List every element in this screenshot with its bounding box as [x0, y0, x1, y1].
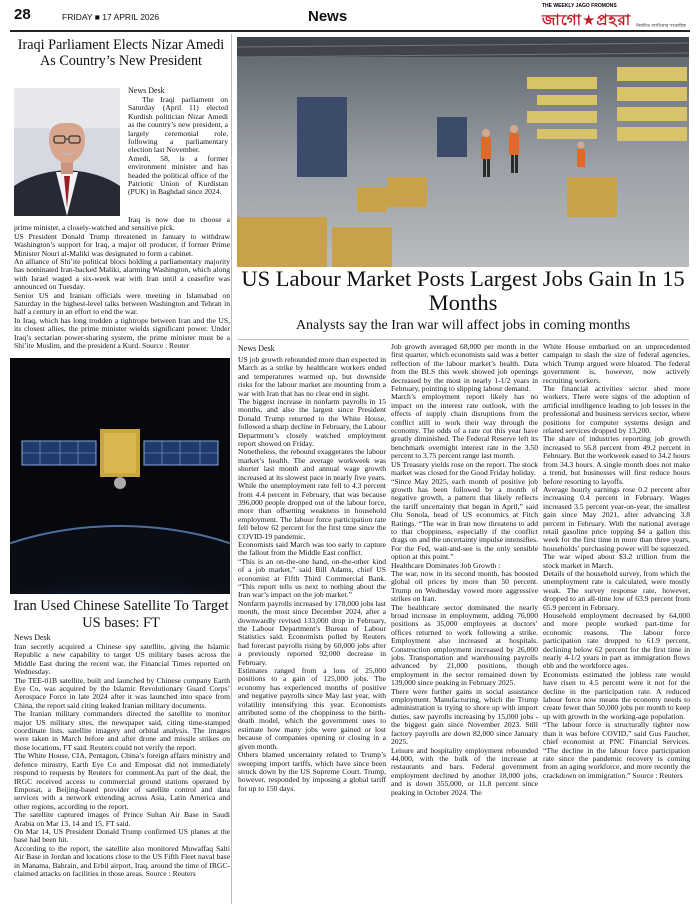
- main-column-2: [391, 343, 538, 797]
- article2-body: [14, 643, 230, 878]
- paragraph: White House embarked on an unprecedented campaign to slash the size of federal agencies, which Trump argued were bloated. The federal government is, however, now actively recruiting workers.: [543, 342, 690, 385]
- paragraph: The biggest increase in nonfarm payrolls in 15 months, and also the largest since President Donald Trump returned to the White House, followed a sharp decline in February, the Labour Department’s closely watched employment report showed on Friday.: [238, 397, 386, 449]
- paragraph: Economists estimated the jobless rate would have risen to 4.5 percent were it not for the decline in the participation rate. A reduced labour force now means the economy needs to create fewer than 50,000 jobs per month to keep up with growth in the working-age population.: [543, 669, 690, 721]
- paragraph: The White House, CIA, Pentagon, China’s foreign affairs ministry and defence ministry, Earth Eye Co and Emposat did not immediately respond to requests by Reuters for comment.As part of the deal, the IRGC received access to commercial ground stations operated by Emposat, a Beijing-based provider of satellite control and data services with a network extending across Asia, Latin America and other regions, according to the report.: [14, 751, 230, 811]
- main-byline: News Desk: [238, 344, 275, 353]
- paragraph: According to the report, the satellite also monitored Muwaffaq Salti Air Base in Jordan and locations close to the US Fifth Fleet naval base in Manama, Bahrain, and Erbil airport, Iraq, around the time of IRGC-claimed attacks on facilities in those areas. Source : Reuters: [14, 843, 230, 878]
- paragraph: The financial activities sector shed more workers. There were signs of the adoption of artificial intelligence leading to job losses in the professional and business services sector, where positions for computer systems design and related services dropped by 13,200.: [543, 384, 690, 436]
- page-number: 28: [14, 6, 31, 23]
- paragraph: “This is an on-the-one hand, on-the-other kind of a job market,” said Bill Adams, chief US economist at Fifth Third Commercial Bank. “This report tells us next to nothing about the Iran war’s impact on the job market.”: [238, 556, 386, 600]
- paragraph: Others blamed uncertainty related to Trump’s sweeping import tariffs, which have since been struck down by the US Supreme Court. Trump, however, responded by imposing a global tariff for up to 150 days.: [238, 750, 386, 793]
- main-subtitle: Analysts say the Iran war will affect jobs in coming months: [295, 318, 631, 333]
- logo-top-text: THE WEEKLY JAGO FROMONS: [542, 3, 617, 9]
- paragraph: While the unemployment rate fell to 4.3 percent from 4.4 percent in February, that was because 396,000 people dropped out of the labour force, more than offsetting weakness in household employment. The labour force participation rate fell below 62 percent for the first time since the COVID-19 pandemic.: [238, 481, 386, 541]
- paragraph: Job growth averaged 68,000 per month in the first quarter, which economists said was a better reflection of the labour market’s health. Data from the BLS this week showed job openings decreased by the most in nearly 1-1/2 years in February, pointing to slipping labour demand.: [391, 342, 538, 394]
- paragraph: Average hourly earnings rose 0.2 percent after increasing 0.4 percent in February. Wages increased 3.5 percent year-on-year, the smallest gain since May 2021, after advancing 3.8 percent in February. With the national average retail gasoline price topping $4 a gallon this week for the first time in more than three years, households’ purchasing power will be squeezed. The war wiped about $3.2 trillion from the stock market in March.: [543, 484, 690, 570]
- paragraph: The satellite captured images of Prince Sultan Air Base in Saudi Arabia on Mar 13, 14 and 15, FT said.: [14, 810, 230, 828]
- subtitle-rule: [238, 339, 689, 340]
- paragraph: The Iranian military commanders directed the satellite to monitor major US military sites, the newspaper said, citing time-stamped coordinate lists, satellite imagery and orbital analysis. The images were taken in March before and after drone and missile strikes on those locations, FT said. Reuters could not verify the report.: [14, 709, 230, 752]
- satellite-photo: [10, 358, 230, 594]
- paragraph: March’s employment report likely has no impact on the interest rate outlook, with the effects of supply chain disruptions from the conflict still to work their way through the economy. The odds of a rate cut this year have greatly diminished. The Federal Reserve left its benchmark overnight interest rate in the 3.50 percent to 3.75 percent range last month.: [391, 392, 538, 461]
- paragraph: US Treasury yields rose on the report. The stock market was closed for the Good Friday holiday.: [391, 459, 538, 478]
- main-headline: US Labour Market Posts Largest Jobs Gain In 15 Months: [241, 266, 685, 315]
- paragraph: US President Donald Trump threatened in January to withdraw Washington’s support for Iraq, a major oil producer, if former Prime Minister Nouri al-Maliki was designated to form a cabinet.: [14, 231, 230, 258]
- column-divider: [231, 34, 232, 904]
- paragraph: US job growth rebounded more than expected in March as a strike by healthcare workers ended and temperatures warmed up, but downside risks for the labour market are mounting from a war with Iran that has no clear end in sight.: [238, 355, 386, 398]
- article2-headline: Iran Used Chinese Satellite To Target US bases: FT: [13, 598, 229, 631]
- paragraph: Economists said March was too early to capture the fallout from the Middle East conflict.: [238, 539, 386, 558]
- warehouse-photo: [237, 37, 689, 267]
- paragraph: In Iraq, which has long trodden a tightrope between Iran and the US, its closest allies, the prime minister wields significant power. Under Iraq’s sectarian power-sharing system, the prime minister must be a Shi’ite Muslim, and the president a Kurd. Source : Reuter: [14, 315, 230, 351]
- paragraph: Estimates ranged from a loss of 25,000 positions to a gain of 125,000 jobs. The economy has experienced months of positive and negative payrolls since May last year, with volatility intensifying this year. Economists attributed some of the choppiness to the birth-death model, which the government uses to estimate how many jobs were gained or lost because of companies opening or closing in a given month.: [238, 666, 386, 751]
- paragraph: The war, now in its second month, has boosted global oil prices by more than 50 percent. Trump on Wednesday vowed more aggressive strikes on Iran.: [391, 568, 538, 604]
- paragraph: Amedi, 58, is a former environment minister and has headed the political office of the Patriotic Union of Kurdistan (PUK) in Baghdad since 2024.: [128, 153, 228, 197]
- main-column-1: [238, 356, 386, 793]
- logo-sub-text: নিয়মিত জাতিয়ার সাপ্তাহিক: [636, 23, 686, 28]
- paragraph: “Since May 2025, each month of positive job growth has been followed by a month of negative growth, a pattern that likely reflects the tariff uncertainty that began in April,” said Olu Sonola, head of US economics at Fitch Ratings. “The war in Iran now threatens to add to that choppiness, especially if the conflict drags on and the uncertainty impulse intensifies. For the Fed, wait-and-see is the only sensible option at this point.”: [391, 476, 538, 562]
- paragraph: The healthcare sector dominated the nearly broad increase in employment, adding 76,000 positions as 35,000 employees at doctors’ offices returned to work following a strike. Employment also increased at hospitals. Construction employment increased by 26,000 jobs. Transportation and warehousing payrolls advanced by 21,000 positions, though employment in the sector remained down by 139,000 since peaking in February 2025.: [391, 602, 538, 688]
- paragraph: Nonetheless, the rebound exaggerates the labour market’s health. The average workweek was shorter last month and annual wage growth increased at its slowest pace in nearly five years.: [238, 447, 386, 482]
- paragraph: Leisure and hospitality employment rebounded 44,000, with the bulk of the increase at restaurants and bars. Federal government employment declined by another 18,000 jobs, and is down 355,000, or 11.8 percent since peaking in October 2024. The: [391, 745, 538, 797]
- paragraph: Senior US and Iranian officials were meeting in Islamabad on Saturday in the highest-level talks between Washington and Tehran in half a century in an effort to end the war.: [14, 290, 230, 317]
- paragraph: On Mar 14, US President Donald Trump confirmed US planes at the base had been hit.: [14, 826, 230, 845]
- paragraph: “The labour force is structurally tighter now than it was before COVID,” said Gus Faucher, chief economist at PNC Financial Services. “The decline in the labour force participation rate since the pandemic recovery is coming from an aging workforce, and more recently the crackdown on immigration.” Source : Reuters: [543, 720, 690, 780]
- paragraph: Details of the household survey, from which the unemployment rate is calculated, were mostly weak. The survey response rate, however, dropped to an all-time low of 63.9 percent from 65.9 percent in February.: [543, 568, 690, 612]
- logo-main-text: জাগো★প্রহরা: [542, 11, 632, 29]
- paragraph: An alliance of Shi’ite political blocs holding a parliamentary majority has nominated Iran-backed Maliki, alarming Washington, which along with Israel waged a six-week war with Iran until a ceasefire was announced on Tuesday.: [14, 257, 230, 292]
- main-column-3: [543, 343, 690, 780]
- paragraph: The TEE-01B satellite, built and launched by Chinese company Earth Eye Co, was acquired by the Islamic Revolutionary Guard Corps’ Aerospace Force in late 2024 after it was launched into space from China, the report said citing leaked Iranian military documents.: [14, 675, 230, 710]
- article1-headline: Iraqi Parliament Elects Nizar Amedi As Country’s New President: [17, 37, 225, 69]
- article1-body-beside-photo: [128, 96, 228, 197]
- article1-body: [14, 216, 230, 351]
- paragraph: The Iraqi parliament on Saturday (April 11) elected Kurdish politician Nizar Amedi as the country’s new president, a largely ceremonial role, following a parliamentary election last November.: [128, 95, 228, 155]
- paragraph: Nonfarm payrolls increased by 178,000 jobs last month, the most since December 2024, after a downwardly revised 133,000 drop in February, the Labour Department’s Bureau of Labour Statistics said. Economists polled by Reuters had forecast payrolls rising by 60,000 jobs after a previously reported 92,000 decrease in February.: [238, 598, 386, 667]
- page-date: FRIDAY ■ 17 APRIL 2026: [62, 12, 160, 22]
- paragraph: Iraq is now due to choose a prime minister, a closely-watched and sensitive pick.: [14, 215, 230, 233]
- paragraph: Household employment decreased by 64,000 and more people worked part-time for economic reasons. The labour force participation rate dropped to 61.9 percent, declining below 62 percent for the first time in nearly 4-1/2 years in part as immigration flows ebb and the workforce ages.: [543, 611, 690, 671]
- subheading: Healthcare Dominates Job Growth :: [391, 560, 501, 570]
- paragraph: Iran secretly acquired a Chinese spy satellite, giving the Islamic Republic a new capability to target US military bases across the Middle East during the recent war, the Financial Times reported on Wednesday.: [14, 642, 230, 677]
- article2-byline: News Desk: [14, 633, 51, 642]
- article1-byline: News Desk: [128, 86, 165, 95]
- paragraph: The share of industries reporting job growth increased to 56.8 percent from 49.2 percent in February. But the workweek eased to 34.2 hours from 34.3 hours. A single month does not make a trend, but businesses will first reduce hours before resorting to layoffs.: [543, 434, 690, 486]
- header-rule: [10, 30, 690, 32]
- paragraph: There were further gains in social assistance employment. Manufacturing, which the Trump administration is trying to shore up with import duties, saw payrolls increasing by 15,000 jobs - the biggest gain since November 2023. Still factory payrolls are down 82,000 since January 2025.: [391, 686, 538, 747]
- newspaper-logo: [540, 3, 690, 28]
- section-name: News: [308, 8, 348, 25]
- president-portrait-photo: [14, 88, 120, 216]
